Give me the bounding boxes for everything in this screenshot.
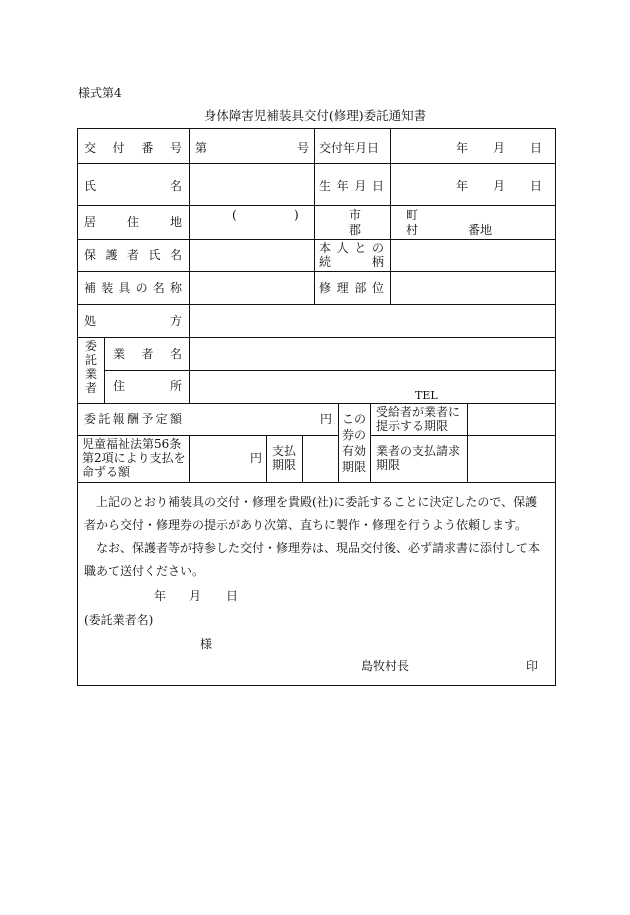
form-table — [77, 128, 556, 686]
contractor-name-label: 業 者 名 — [113, 347, 182, 361]
birth-date-year: 年 — [456, 179, 469, 193]
birth-date-month: 月 — [493, 179, 506, 193]
issue-date-label: 交付年月日 — [319, 141, 380, 155]
name-label: 氏 名 — [84, 179, 182, 193]
col-rule — [390, 128, 391, 304]
body-paragraph-2: なお、保護者等が持参した交付・修理券は、現品交付後、必ず請求書に添付して本職あて送付ください。 — [84, 541, 541, 578]
claim-deadline-label: 業者の支払請求 期限 — [376, 444, 461, 472]
sender-name: 島牧村長 — [361, 659, 410, 673]
prescription-label: 処 方 — [84, 314, 182, 328]
row-rule — [77, 163, 556, 164]
row-rule — [370, 435, 556, 436]
voucher-period-label: この 券の 有効 期限 — [342, 412, 367, 474]
fee-yen: 円 — [320, 412, 333, 426]
addressee-label: (委託業者名) — [84, 613, 154, 627]
issue-number-suffix: 号 — [297, 141, 310, 155]
address-paren-close: ) — [294, 208, 299, 222]
address-banchi: 番地 — [468, 223, 493, 237]
repair-part-label: 修 理 部 位 — [319, 281, 384, 295]
address-paren-open: ( — [232, 208, 237, 222]
birth-date-day: 日 — [530, 179, 543, 193]
row-rule — [77, 482, 556, 483]
present-deadline-label: 受給者が業者に 提示する期限 — [376, 405, 461, 433]
form-number: 様式第4 — [78, 86, 122, 100]
welfare-yen: 円 — [250, 451, 263, 465]
contractor-address-label: 住 所 — [113, 379, 182, 393]
col-rule — [266, 435, 267, 482]
address-town: 町 — [406, 208, 419, 222]
row-rule — [77, 435, 338, 436]
row-rule — [104, 370, 556, 371]
device-name-label: 補 装 具 の 名 称 — [84, 281, 182, 295]
col-rule — [302, 435, 303, 482]
notice-date-month: 月 — [189, 589, 202, 603]
row-rule — [77, 304, 556, 305]
address-county: 郡 — [349, 223, 362, 237]
body-paragraph-1: 上記のとおり補装具の交付・修理を貴殿(社)に委託することに決定したので、保護者から交付・修理券の提示があり次第、直ちに製作・修理を行うよう依頼します。 — [84, 495, 538, 532]
issue-date-year: 年 — [456, 141, 469, 155]
birth-date-label: 生 年 月 日 — [319, 179, 384, 193]
address-city: 市 — [349, 208, 362, 222]
row-rule — [77, 205, 556, 206]
col-rule — [189, 128, 190, 403]
col-rule — [314, 128, 315, 304]
honorific: 様 — [200, 637, 213, 651]
tel-label: TEL — [415, 389, 438, 402]
col-rule — [467, 403, 468, 482]
row-rule — [77, 403, 556, 404]
issue-date-day: 日 — [530, 141, 543, 155]
fee-label: 委 託 報 酬 予 定 額 — [84, 412, 182, 426]
relation-label-top: 本 人 と の — [319, 241, 384, 255]
notice-date-day: 日 — [226, 589, 239, 603]
row-rule — [77, 271, 556, 272]
issue-number-label: 交 付 番 号 — [84, 141, 182, 155]
row-rule — [77, 239, 556, 240]
document-title: 身体障害児補装具交付(修理)委託通知書 — [203, 108, 427, 123]
payment-deadline-label: 支払 期限 — [272, 444, 297, 472]
guardian-name-label: 保 護 者 氏 名 — [84, 248, 182, 262]
seal-mark: 印 — [526, 659, 539, 673]
address-label: 居 住 地 — [84, 215, 182, 229]
issue-number-prefix: 第 — [195, 141, 208, 155]
col-rule — [370, 403, 371, 482]
row-rule — [77, 337, 556, 338]
address-village: 村 — [406, 223, 419, 237]
col-rule — [189, 435, 190, 482]
relation-label-bottom: 続 柄 — [319, 255, 384, 269]
issue-date-month: 月 — [493, 141, 506, 155]
col-rule — [338, 403, 339, 482]
col-rule — [104, 337, 105, 403]
notice-date-year: 年 — [154, 589, 167, 603]
welfare-payment-label: 児童福祉法第56条 第2項により支払を 命ずる額 — [82, 437, 186, 479]
contractor-label: 委 託 業 者 — [85, 339, 98, 395]
